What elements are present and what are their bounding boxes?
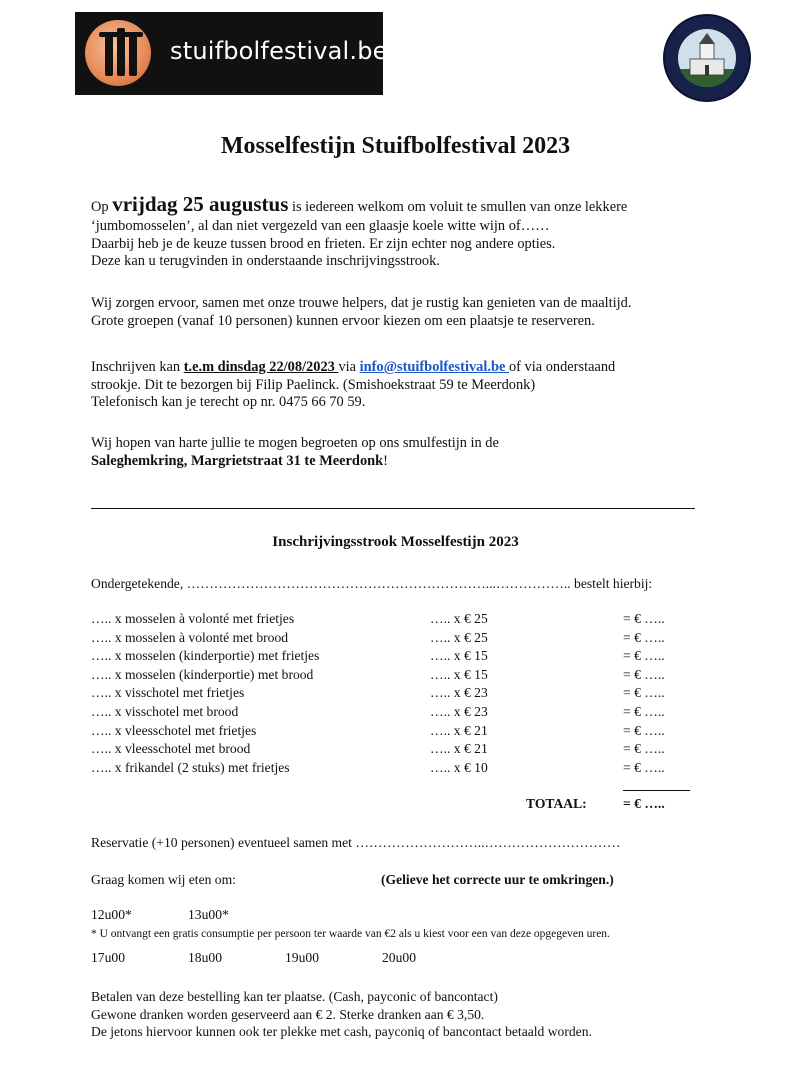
time-option-13[interactable]: 13u00* bbox=[188, 907, 229, 922]
order-item-row bbox=[91, 685, 701, 703]
intro-op: Op bbox=[91, 199, 113, 215]
time-option-12[interactable]: 12u00* bbox=[91, 907, 132, 922]
fanfare-seal-logo bbox=[663, 14, 751, 102]
order-item-price: ….. x € 15 bbox=[430, 666, 488, 682]
order-item-name: ….. x mosselen (kinderportie) met brood bbox=[91, 666, 314, 682]
order-item-name: ….. x mosselen à volonté met brood bbox=[91, 629, 289, 645]
total-label: TOTAAL: bbox=[526, 796, 587, 811]
order-item-name: ….. x mosselen à volonté met frietjes bbox=[91, 611, 295, 626]
event-location: Saleghemkring, Margrietstraat 31 te Meerdonk bbox=[91, 452, 384, 469]
intro-paragraph bbox=[91, 193, 627, 271]
order-item-total: = € ….. bbox=[623, 685, 665, 701]
times-top-row bbox=[91, 907, 701, 925]
order-item-price: ….. x € 15 bbox=[430, 648, 488, 664]
order-item-price: ….. x € 21 bbox=[430, 722, 488, 738]
order-item-price: ….. x € 23 bbox=[430, 704, 488, 719]
order-item-total: = € ….. bbox=[623, 648, 665, 664]
para3-post: of via onderstaand bbox=[508, 359, 616, 375]
email-link[interactable]: info@stuifbolfestival.be bbox=[359, 359, 509, 375]
intro-line3: Daarbij heb je de keuze tussen brood en frieten. Er zijn echter nog andere opties. bbox=[91, 235, 556, 252]
total-row bbox=[91, 796, 701, 814]
order-item-price: ….. x € 23 bbox=[430, 685, 488, 701]
order-item-name: ….. x mosselen (kinderportie) met frietjes bbox=[91, 648, 320, 664]
para4-line1: Wij hopen van harte jullie te mogen begroeten op ons smulfestijn in de bbox=[91, 435, 499, 451]
registration-deadline: t.e.m dinsdag 22/08/2023 bbox=[183, 359, 339, 375]
registration-paragraph bbox=[91, 359, 615, 412]
helpers-paragraph bbox=[91, 295, 631, 330]
total-value: = € ….. bbox=[623, 796, 665, 811]
order-item-price: ….. x € 25 bbox=[430, 611, 488, 626]
undersigned-line: Ondergetekende, …………………………………………………………...…………….. bestelt hierbij: bbox=[91, 576, 653, 591]
event-date: vrijdag 25 augustus bbox=[112, 192, 289, 216]
intro-line2: ‘jumbomosselen’, al dan niet vergezeld van een glaasje koele witte wijn of…… bbox=[91, 218, 550, 234]
intro-line4: Deze kan u terugvinden in onderstaande inschrijvingsstrook. bbox=[91, 253, 440, 269]
order-item-row bbox=[91, 667, 701, 685]
payment-line2: Gewone dranken worden geserveerd aan € 2. Sterke dranken aan € 3,50. bbox=[91, 1006, 485, 1022]
order-item-name: ….. x frikandel (2 stuks) met frietjes bbox=[91, 759, 290, 775]
time-option-17[interactable]: 17u00 bbox=[91, 950, 125, 965]
para4-end: ! bbox=[383, 452, 388, 469]
order-item-row bbox=[91, 648, 701, 666]
time-prompt: Graag komen wij eten om: bbox=[91, 872, 236, 887]
order-item-row bbox=[91, 723, 701, 741]
order-item-total: = € ….. bbox=[623, 722, 665, 738]
time-note: (Gelieve het correcte uur te omkringen.) bbox=[381, 872, 614, 887]
time-option-20[interactable]: 20u00 bbox=[382, 950, 416, 965]
reservation-line: Reservatie (+10 personen) eventueel samen met ………………………..………………………… bbox=[91, 835, 621, 850]
footnote: * U ontvangt een gratis consumptie per persoon ter waarde van €2 als u kiest voor een van deze opgegeven uren. bbox=[91, 928, 610, 940]
order-item-name: ….. x vleesschotel met brood bbox=[91, 741, 251, 757]
order-item-total: = € ….. bbox=[623, 629, 665, 645]
para2-line1: Wij zorgen ervoor, samen met onze trouwe helpers, dat je rustig kan genieten van de maaltijd. bbox=[91, 295, 632, 311]
church-icon bbox=[678, 29, 736, 87]
para3-line3: Telefonisch kan je terecht op nr. 0475 66 70 59. bbox=[91, 394, 366, 410]
order-item-total: = € ….. bbox=[623, 611, 665, 626]
para3-line2: strookje. Dit te bezorgen bij Filip Paelinck. (Smishoekstraat 59 te Meerdonk) bbox=[91, 376, 536, 393]
page-title: Mosselfestijn Stuifbolfestival 2023 bbox=[220, 133, 571, 159]
order-item-price: ….. x € 25 bbox=[430, 629, 488, 645]
order-item-total: = € ….. bbox=[623, 741, 665, 757]
time-prompt-row bbox=[91, 872, 701, 890]
cut-line-divider bbox=[91, 508, 695, 509]
logo-text: stuifbolfestival.be bbox=[170, 37, 388, 65]
payment-line3: De jetons hiervoor kunnen ook ter plekke met cash, payconiq of bancontact betaald worden. bbox=[91, 1024, 592, 1039]
intro-line1: is iedereen welkom om voluit te smullen van onze lekkere bbox=[288, 199, 628, 215]
order-item-price: ….. x € 21 bbox=[430, 741, 488, 757]
payment-info bbox=[91, 988, 592, 1041]
order-item-total: = € ….. bbox=[623, 759, 665, 775]
para2-line2: Grote groepen (vanaf 10 personen) kunnen ervoor kiezen om een plaatsje te reserveren. bbox=[91, 312, 595, 329]
order-item-row bbox=[91, 611, 701, 629]
order-item-total: = € ….. bbox=[623, 704, 665, 719]
order-item-row bbox=[91, 760, 701, 778]
order-item-total: = € ….. bbox=[623, 666, 665, 682]
times-bottom-row bbox=[91, 950, 701, 968]
order-item-row bbox=[91, 704, 701, 722]
order-item-row bbox=[91, 630, 701, 648]
form-title: Inschrijvingsstrook Mosselfestijn 2023 bbox=[272, 534, 519, 550]
total-rule bbox=[623, 790, 690, 791]
payment-line1: Betalen van deze bestelling kan ter plaatse. (Cash, payconic of bancontact) bbox=[91, 989, 498, 1004]
order-item-name: ….. x visschotel met brood bbox=[91, 704, 239, 719]
time-option-19[interactable]: 19u00 bbox=[285, 950, 319, 965]
logo-sun-icon bbox=[85, 20, 151, 86]
time-option-18[interactable]: 18u00 bbox=[188, 950, 222, 965]
stuifbolfestival-logo bbox=[75, 12, 388, 95]
order-item-name: ….. x visschotel met frietjes bbox=[91, 685, 245, 701]
order-item-price: ….. x € 10 bbox=[430, 759, 488, 775]
para3-pre: Inschrijven kan bbox=[91, 359, 184, 375]
order-item-row bbox=[91, 741, 701, 759]
order-item-name: ….. x vleesschotel met frietjes bbox=[91, 722, 257, 738]
welcome-paragraph bbox=[91, 435, 499, 470]
para3-via: via bbox=[338, 359, 360, 375]
